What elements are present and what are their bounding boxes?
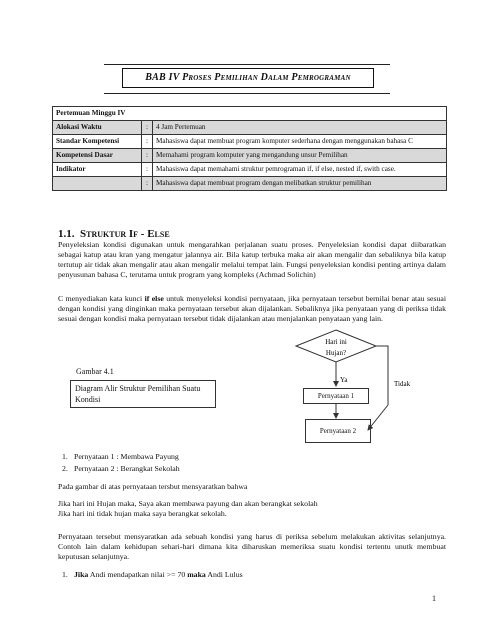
section-title: Struktur If - Else bbox=[80, 228, 170, 240]
list-item bbox=[62, 464, 180, 473]
no-label: Tidak bbox=[394, 380, 411, 388]
row-label bbox=[53, 177, 142, 191]
row-colon: : bbox=[142, 149, 153, 163]
table-header-row bbox=[53, 107, 447, 121]
list-item bbox=[62, 570, 243, 579]
paragraph-condition: Pada gambar di atas pernyataan tersbut mensyaratkan bahwa bbox=[58, 482, 248, 491]
row-label: Kompetensi Dasar bbox=[53, 149, 142, 163]
paragraph-text: C menyediakan kata kunci bbox=[58, 294, 145, 303]
decision-text-line2: Hujan? bbox=[325, 349, 347, 357]
table-row bbox=[53, 149, 447, 163]
list-number: 1. bbox=[62, 570, 68, 579]
chapter-title-main: BAB IV bbox=[145, 72, 183, 83]
row-value: Mahasiswa dapat membuat program komputer sederhana dengan menggunakan bahasa C bbox=[153, 135, 447, 149]
list-text: Pernyataan 1 : Membawa Payung bbox=[74, 452, 179, 461]
keyword-if-else: if else bbox=[144, 294, 164, 303]
row-value: Mahasiswa dapat memahami struktur pemrograman if, if else, nested if, swith case. bbox=[153, 163, 447, 177]
table-row bbox=[53, 135, 447, 149]
table-row bbox=[53, 177, 447, 191]
row-value: Mahasiswa dapat membuat program dengan melibatkan struktur pemilihan bbox=[153, 177, 447, 191]
header-rule-bottom bbox=[104, 93, 390, 94]
row-colon: : bbox=[142, 121, 153, 135]
list-text: Pernyataan 2 : Berangkat Sekolah bbox=[74, 464, 180, 473]
process-box-1: Pernyataan 1 bbox=[303, 388, 369, 404]
paragraph-intro: Penyeleksian kondisi digunakan untuk mengarahkan perjalanan suatu proses. Penyeleksian kondisi dapat diibaratkan sebagai katup atau kran yang mengatur jalannya air. Bila katup terbuka maka air akan mengalir dan sebaliknya bila katup tertutup air tidak akan mengalir atau akan mengalir melalui tempat lain. Fungsi penyeleksian kondisi penting artinya dalam penyusunan bahasa C, terutama untuk program yang kompleks (Achmad Solichin) bbox=[58, 240, 446, 280]
keyword-jika: Jika bbox=[74, 570, 89, 579]
section-number: 1.1. bbox=[58, 228, 75, 240]
row-colon: : bbox=[142, 163, 153, 177]
paragraph-if-else bbox=[58, 294, 446, 324]
table-row bbox=[53, 121, 447, 135]
page-number: 1 bbox=[432, 594, 436, 603]
row-colon: : bbox=[142, 135, 153, 149]
flow-arrow bbox=[368, 405, 388, 430]
figure-label: Gambar 4.1 bbox=[76, 367, 114, 376]
paragraph-requirement: Pernyataan tersebut mensyaratkan ada sebuah kondisi yang harus di periksa sebelum melakukan aktivitas selanjutnya. Contoh lain dalam kehidupan sehari-hari dimana kita diharuskan memeriksa suatu kondisi tertentu unutk membuat keputusan selanjutnya. bbox=[58, 532, 446, 562]
paragraph-text: untuk menyeleksi kondisi pernyataan, jika pernyataan tersebut bernilai benar atau sesuai dengan kondisi yang dinginkan maka pernyataan tersebut akan dijalankan. Sebaliknya jika penyataan yang di periksa tidak sesuai dengan kondisi maka pernyataan tersebut tidak dijalankan atau menjalankan penyataan yang lain. bbox=[58, 294, 447, 324]
meeting-info-table bbox=[52, 106, 447, 191]
paragraph-example-line2: Jika hari ini tidak hujan maka saya berangkat sekolah. bbox=[58, 509, 227, 518]
figure-caption: Diagram Alir Struktur Pemilihan Suatu Kondisi bbox=[70, 380, 216, 408]
section-heading bbox=[58, 228, 170, 240]
chapter-title bbox=[122, 68, 374, 88]
row-label: Indikator bbox=[53, 163, 142, 177]
list-text: Andi Lulus bbox=[205, 570, 243, 579]
list-number: 2. bbox=[62, 464, 68, 473]
row-label: Standar Kompetensi bbox=[53, 135, 142, 149]
chapter-title-text: Proses Pemilihan Dalam Pemrograman bbox=[182, 72, 351, 83]
table-row bbox=[53, 163, 447, 177]
decision-diamond bbox=[296, 330, 376, 362]
list-number: 1. bbox=[62, 452, 68, 461]
decision-text-line1: Hari ini bbox=[325, 338, 347, 346]
process-box-2: Pernyataan 2 bbox=[305, 419, 371, 443]
keyword-maka: maka bbox=[187, 570, 206, 579]
list-item bbox=[62, 452, 179, 461]
row-colon: : bbox=[142, 177, 153, 191]
table-head-cell: Pertemuan Minggu IV bbox=[53, 107, 447, 121]
header-rule-top bbox=[104, 64, 390, 65]
row-value: 4 Jam Pertemuan bbox=[153, 121, 447, 135]
paragraph-example-line1: Jika hari ini Hujan maka, Saya akan membawa payung dan akan berangkat sekolah bbox=[58, 499, 318, 508]
yes-label: Ya bbox=[340, 376, 348, 384]
row-value: Memahami program komputer yang mengandung unsur Pemilihan bbox=[153, 149, 447, 163]
list-text: Andi mendapatkan nilai >= 70 bbox=[88, 570, 188, 579]
no-line bbox=[376, 346, 388, 405]
row-label: Alokasi Waktu bbox=[53, 121, 142, 135]
